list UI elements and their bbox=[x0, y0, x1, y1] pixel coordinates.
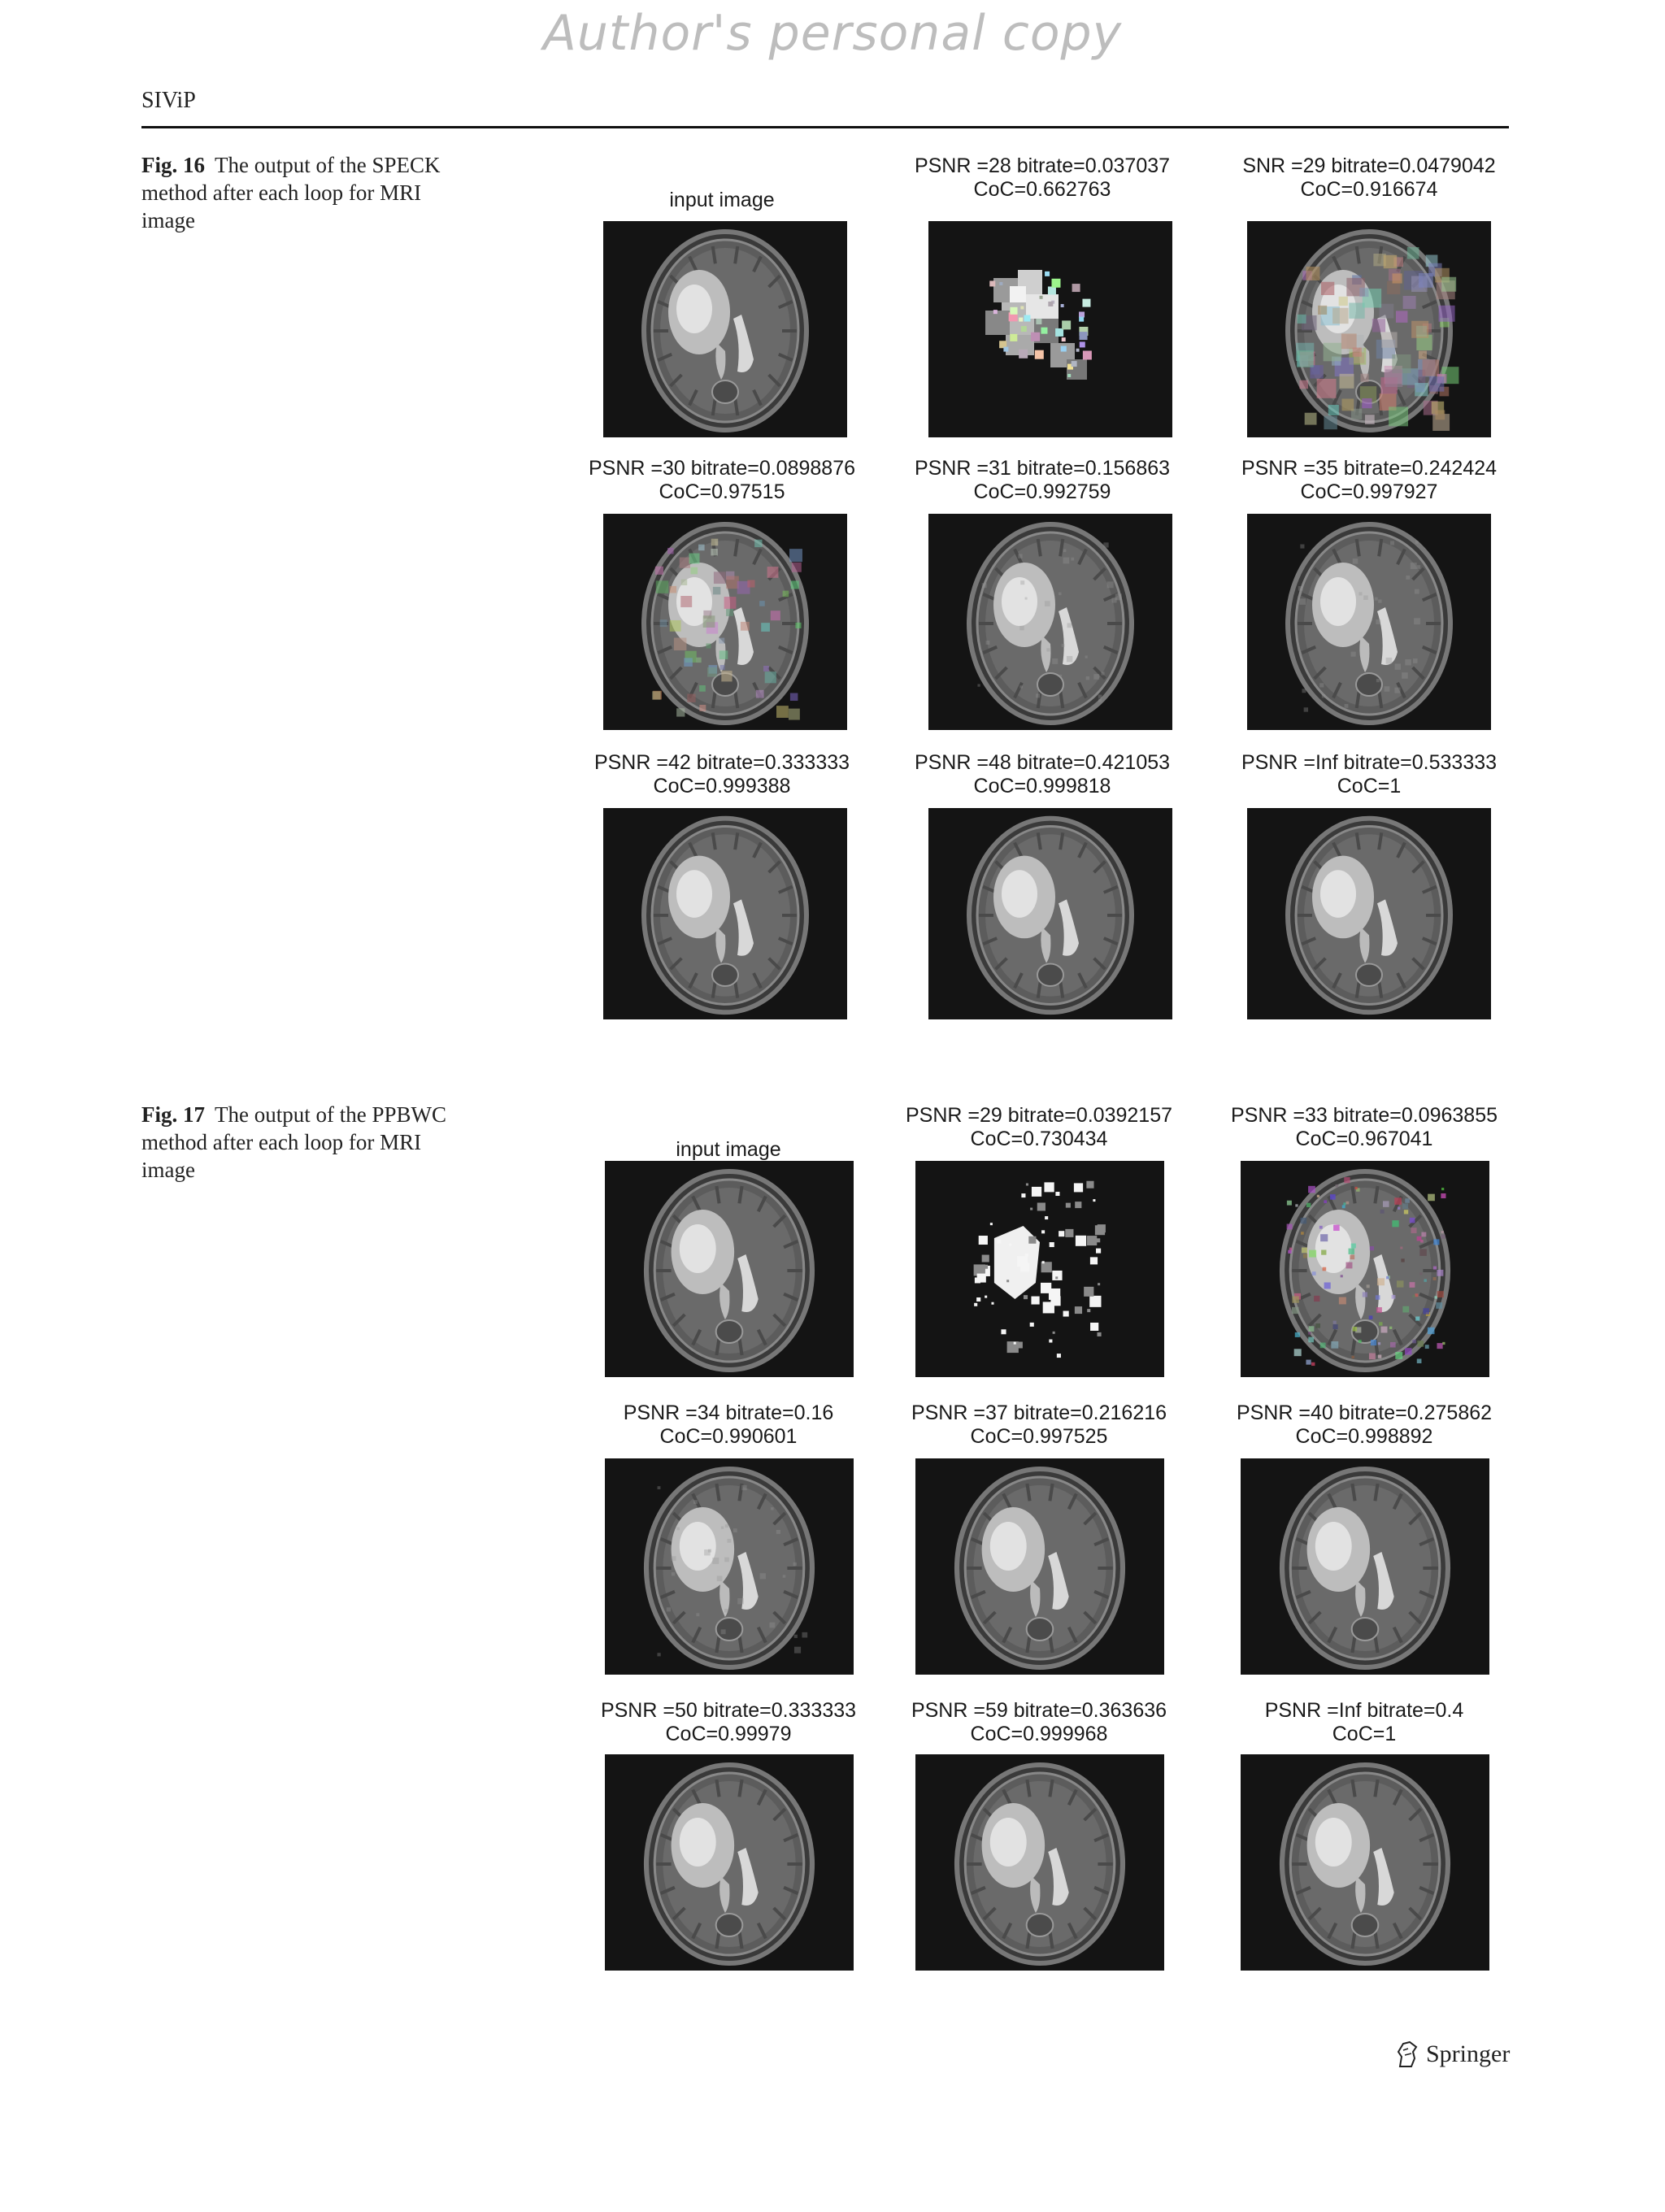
panel-metrics-line-2: CoC=0.997927 bbox=[1300, 480, 1438, 503]
panel-metrics-line-1: PSNR =29 bitrate=0.0392157 bbox=[905, 1104, 1172, 1127]
panel-metrics-line-2: CoC=0.916674 bbox=[1300, 178, 1438, 201]
mri-slice-image bbox=[603, 221, 847, 437]
panel-metrics-line-1: PSNR =31 bitrate=0.156863 bbox=[914, 457, 1171, 480]
panel-metrics-line-2: CoC=0.992759 bbox=[973, 480, 1111, 503]
mri-slice-image bbox=[605, 1754, 854, 1971]
panel-label bbox=[543, 751, 901, 798]
panel-metrics-line-2: CoC=0.99979 bbox=[665, 1723, 792, 1745]
panel-metrics-line-2: CoC=0.999388 bbox=[653, 775, 791, 797]
panel-metrics-line-2: CoC=1 bbox=[1332, 1723, 1397, 1745]
panel-label bbox=[860, 1402, 1218, 1449]
panel-metrics-line-1: PSNR =42 bitrate=0.333333 bbox=[593, 751, 850, 774]
panel-metrics-line-1: SNR =29 bitrate=0.0479042 bbox=[1242, 154, 1496, 177]
panel-metrics-line-1: input image bbox=[676, 1138, 781, 1161]
panel-metrics-line-2: CoC=0.999968 bbox=[970, 1723, 1108, 1745]
header-rule bbox=[141, 126, 1509, 128]
publisher-logo bbox=[1395, 2040, 1510, 2068]
panel-label bbox=[863, 457, 1221, 504]
panel-label bbox=[543, 189, 901, 212]
panel-label bbox=[1190, 751, 1548, 798]
panel-metrics-line-1: PSNR =Inf bitrate=0.4 bbox=[1264, 1699, 1464, 1722]
mri-slice-image bbox=[1247, 514, 1491, 730]
panel-metrics-line-1: PSNR =48 bitrate=0.421053 bbox=[914, 751, 1171, 774]
panel-label bbox=[863, 751, 1221, 798]
panel-metrics-line-1: PSNR =Inf bitrate=0.533333 bbox=[1241, 751, 1498, 774]
panel-metrics-line-1: PSNR =35 bitrate=0.242424 bbox=[1241, 457, 1498, 480]
figure-caption-text: The output of the PPBWC method after each loop for MRI image bbox=[141, 1102, 446, 1182]
panel-label bbox=[1185, 1104, 1543, 1151]
panel-metrics-line-2: CoC=0.990601 bbox=[659, 1425, 798, 1448]
figure-label: Fig. 17 bbox=[141, 1102, 205, 1127]
mri-slice-image bbox=[915, 1458, 1164, 1675]
panel-label bbox=[863, 154, 1221, 202]
panel-metrics-line-2: CoC=0.998892 bbox=[1295, 1425, 1433, 1448]
panel-label bbox=[1190, 154, 1548, 202]
panel-label bbox=[860, 1699, 1218, 1746]
panel-label bbox=[1185, 1699, 1543, 1746]
panel-metrics-line-2: CoC=0.999818 bbox=[973, 775, 1111, 797]
panel-metrics-line-2: CoC=0.662763 bbox=[973, 178, 1111, 201]
mri-slice-image bbox=[605, 1458, 854, 1675]
panel-metrics-line-2: CoC=0.730434 bbox=[970, 1128, 1108, 1150]
panel-label bbox=[550, 1402, 907, 1449]
watermark: Author's personal copy bbox=[542, 5, 1123, 62]
panel-metrics-line-1: PSNR =37 bitrate=0.216216 bbox=[911, 1402, 1167, 1424]
panel-label bbox=[860, 1104, 1218, 1151]
mri-slice-image bbox=[603, 808, 847, 1019]
panel-metrics-line-2: CoC=0.97515 bbox=[659, 480, 785, 503]
figure-17-caption bbox=[141, 1101, 467, 1184]
mri-slice-image bbox=[928, 808, 1172, 1019]
mri-slice-image bbox=[1241, 1458, 1489, 1675]
panel-metrics-line-2: CoC=0.997525 bbox=[970, 1425, 1108, 1448]
mri-slice-image bbox=[1247, 808, 1491, 1019]
publisher-name: Springer bbox=[1426, 2040, 1511, 2067]
mri-slice-image bbox=[603, 514, 847, 730]
mri-slice-image bbox=[1241, 1754, 1489, 1971]
panel-metrics-line-1: PSNR =28 bitrate=0.037037 bbox=[914, 154, 1171, 177]
journal-name: SIViP bbox=[141, 88, 196, 113]
figure-caption-text: The output of the SPECK method after each loop for MRI image bbox=[141, 153, 441, 232]
panel-label bbox=[1185, 1402, 1543, 1449]
panel-metrics-line-1: PSNR =34 bitrate=0.16 bbox=[623, 1402, 834, 1424]
mri-slice-image bbox=[605, 1161, 854, 1377]
panel-label bbox=[543, 457, 901, 504]
panel-metrics-line-1: PSNR =40 bitrate=0.275862 bbox=[1236, 1402, 1493, 1424]
figure-label: Fig. 16 bbox=[141, 153, 205, 177]
mri-slice-image bbox=[928, 221, 1172, 437]
panel-metrics-line-1: PSNR =50 bitrate=0.333333 bbox=[600, 1699, 857, 1722]
mri-slice-image bbox=[915, 1754, 1164, 1971]
mri-slice-image bbox=[915, 1161, 1164, 1377]
panel-label bbox=[550, 1699, 907, 1746]
panel-metrics-line-1: PSNR =30 bitrate=0.0898876 bbox=[588, 457, 855, 480]
panel-metrics-line-1: input image bbox=[669, 189, 775, 211]
mri-slice-image bbox=[928, 514, 1172, 730]
mri-slice-image bbox=[1241, 1161, 1489, 1377]
panel-label bbox=[550, 1138, 907, 1162]
figure-16-caption bbox=[141, 151, 467, 234]
mri-slice-image bbox=[1247, 221, 1491, 437]
panel-metrics-line-1: PSNR =59 bitrate=0.363636 bbox=[911, 1699, 1167, 1722]
panel-metrics-line-1: PSNR =33 bitrate=0.0963855 bbox=[1230, 1104, 1498, 1127]
springer-horse-icon bbox=[1395, 2040, 1419, 2068]
panel-metrics-line-2: CoC=0.967041 bbox=[1295, 1128, 1433, 1150]
panel-metrics-line-2: CoC=1 bbox=[1337, 775, 1402, 797]
panel-label bbox=[1190, 457, 1548, 504]
